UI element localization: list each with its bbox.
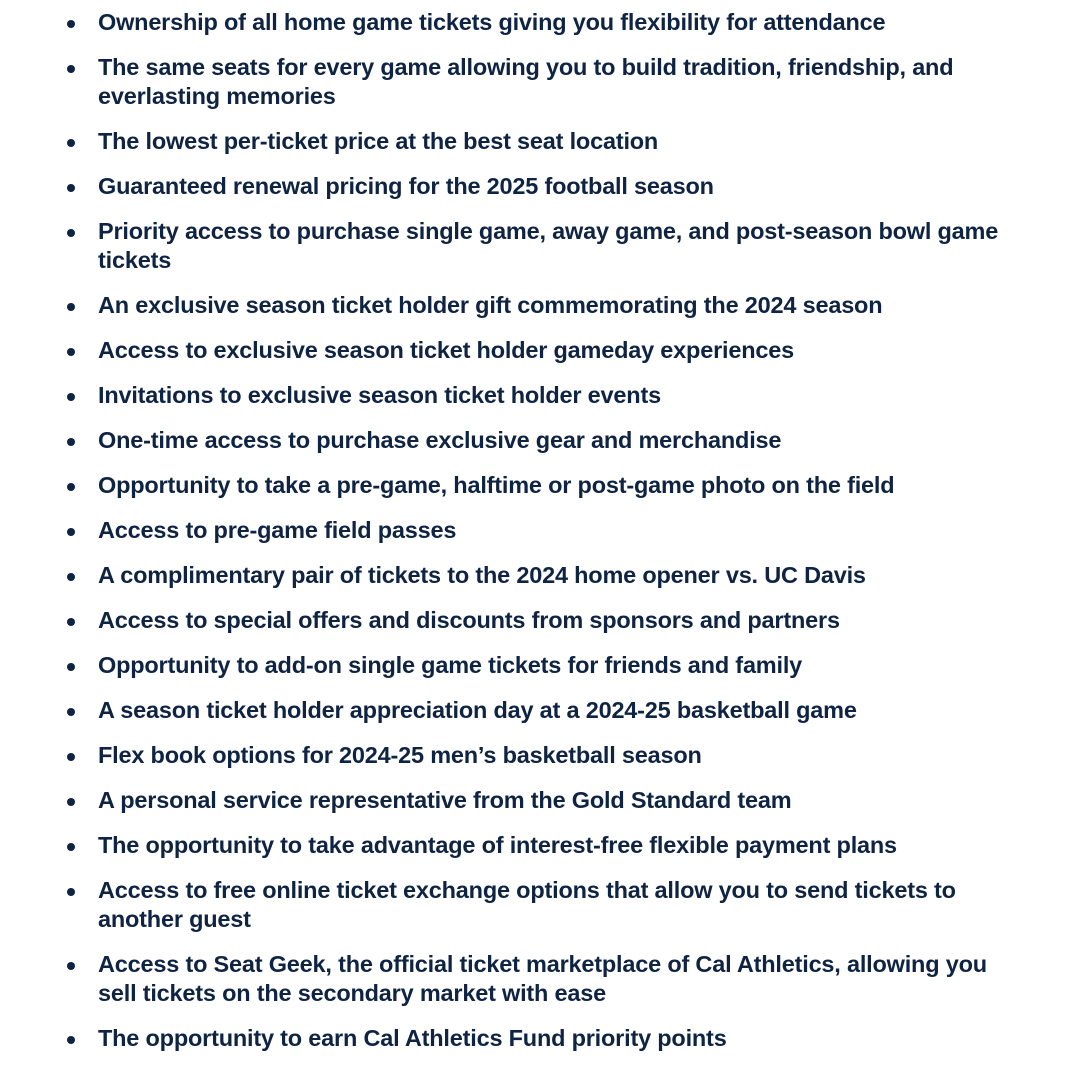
benefits-list [0, 8, 1080, 1069]
list-item-text: Access to exclusive season ticket holder gameday experiences [98, 337, 794, 363]
list-item-text: Invitations to exclusive season ticket holder events [98, 382, 661, 408]
bullet-icon [67, 348, 75, 356]
bullet-icon [67, 303, 75, 311]
list-item [0, 1024, 1080, 1053]
bullet-icon [67, 438, 75, 446]
list-item-text: A personal service representative from the Gold Standard team [98, 787, 792, 813]
list-item-text: Access to free online ticket exchange options that allow you to send tickets to another guest [98, 877, 956, 932]
list-item [0, 516, 1080, 545]
list-item [0, 53, 1080, 111]
bullet-icon [67, 1036, 75, 1044]
list-item [0, 651, 1080, 680]
bullet-icon [67, 843, 75, 851]
bullet-icon [67, 753, 75, 761]
list-item-text: A complimentary pair of tickets to the 2024 home opener vs. UC Davis [98, 562, 866, 588]
list-item [0, 471, 1080, 500]
list-item [0, 741, 1080, 770]
list-item-text: The same seats for every game allowing you to build tradition, friendship, and everlasting memories [98, 54, 954, 109]
list-item-text: Flex book options for 2024-25 men’s basketball season [98, 742, 702, 768]
list-item [0, 831, 1080, 860]
list-item [0, 291, 1080, 320]
list-item [0, 950, 1080, 1008]
list-item [0, 561, 1080, 590]
list-item-text: Access to Seat Geek, the official ticket marketplace of Cal Athletics, allowing you sell tickets on the secondary market with ease [98, 951, 987, 1006]
list-item-text: Access to special offers and discounts from sponsors and partners [98, 607, 840, 633]
list-item [0, 336, 1080, 365]
list-item-text: An exclusive season ticket holder gift commemorating the 2024 season [98, 292, 883, 318]
list-item [0, 217, 1080, 275]
bullet-icon [67, 65, 75, 73]
list-item [0, 172, 1080, 201]
bullet-icon [67, 708, 75, 716]
list-item-text: The lowest per-ticket price at the best seat location [98, 128, 659, 154]
list-item-text: Ownership of all home game tickets giving you flexibility for attendance [98, 9, 886, 35]
list-item-text: Opportunity to add-on single game tickets for friends and family [98, 652, 803, 678]
list-item-text: Access to pre-game field passes [98, 517, 457, 543]
list-item [0, 381, 1080, 410]
list-item [0, 127, 1080, 156]
list-item-text: Priority access to purchase single game, away game, and post-season bowl game tickets [98, 218, 999, 273]
list-item-text: The opportunity to take advantage of interest-free flexible payment plans [98, 832, 897, 858]
list-item-text: One-time access to purchase exclusive gear and merchandise [98, 427, 782, 453]
list-item [0, 426, 1080, 455]
bullet-icon [67, 573, 75, 581]
bullet-icon [67, 139, 75, 147]
list-item [0, 8, 1080, 37]
list-item-text: Guaranteed renewal pricing for the 2025 football season [98, 173, 714, 199]
list-item-text: Opportunity to take a pre-game, halftime or post-game photo on the field [98, 472, 895, 498]
bullet-icon [67, 663, 75, 671]
bullet-icon [67, 888, 75, 896]
list-item [0, 786, 1080, 815]
list-item [0, 876, 1080, 934]
bullet-icon [67, 798, 75, 806]
bullet-icon [67, 393, 75, 401]
bullet-icon [67, 618, 75, 626]
list-item-text: A season ticket holder appreciation day at a 2024-25 basketball game [98, 697, 857, 723]
bullet-icon [67, 229, 75, 237]
list-item-text: The opportunity to earn Cal Athletics Fund priority points [98, 1025, 727, 1051]
list-item [0, 606, 1080, 635]
bullet-icon [67, 528, 75, 536]
bullet-icon [67, 184, 75, 192]
bullet-icon [67, 962, 75, 970]
list-item [0, 696, 1080, 725]
bullet-icon [67, 20, 75, 28]
bullet-icon [67, 483, 75, 491]
